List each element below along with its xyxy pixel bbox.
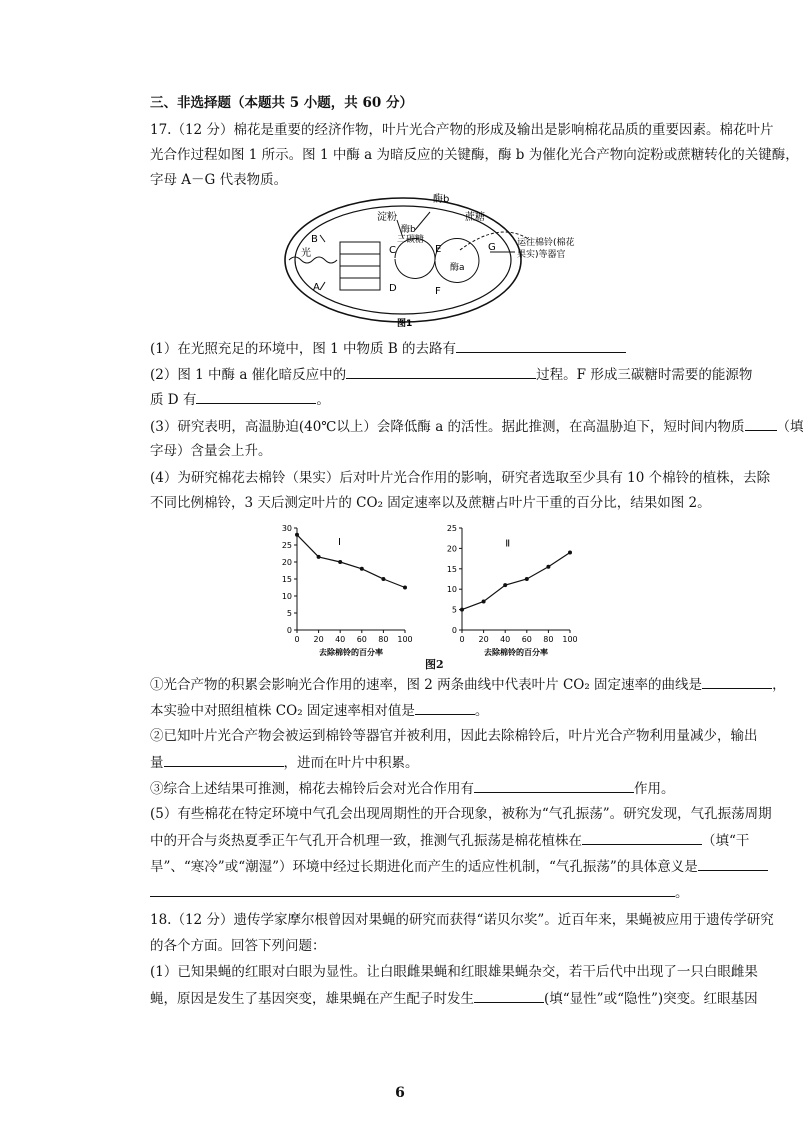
x-tick-label: 40 — [500, 635, 511, 644]
label-B: B — [311, 234, 318, 245]
q18-intro-line2: 的各个方面。回答下列问题： — [150, 938, 326, 954]
q17-sub4-q3: ③综合上述结果可推测，棉花去棉铃后会对光合作用有 作用。 — [150, 778, 675, 799]
chloroplast-outer-membrane — [285, 198, 521, 322]
answer-blank-3[interactable] — [745, 416, 777, 431]
answer-blank-5b[interactable] — [698, 856, 768, 871]
label-sucrose: 蔗糖 — [465, 212, 485, 223]
series-label: Ⅰ — [338, 537, 341, 548]
label-transport-line1: 运往棉铃(棉花 — [517, 238, 575, 248]
y-tick-label: 15 — [446, 564, 457, 574]
y-tick-label: 20 — [281, 558, 292, 567]
data-point — [360, 567, 364, 571]
q17-sub4-line1: (4）为研究棉花去棉铃（果实）后对叶片光合作用的影响，研究者选取至少具有 10 个棉铃的植株，去除 — [150, 470, 771, 486]
y-tick-label: 5 — [286, 609, 292, 618]
q18-sub1-line1: (1）已知果蝇的红眼对白眼为显性。让白眼雌果蝇和红眼雄果蝇杂交，若干后代中出现了一只白眼雌果 — [150, 964, 758, 980]
x-tick-label: 0 — [459, 635, 465, 644]
series-line-1 — [297, 535, 405, 588]
x-tick-label: 80 — [543, 635, 554, 644]
q17-sub3-line2: 字母）含量会上升。 — [150, 443, 272, 459]
q17-sub3-line1 — [150, 416, 804, 437]
q17-intro-line2: 光合作过程如图 1 所示。图 1 中酶 a 为暗反应的关键酶，酶 b 为催化光合产物向淀粉或蔗糖转化的关键酶， — [150, 147, 799, 163]
x-tick-label: 60 — [356, 635, 367, 644]
x-tick-label: 20 — [313, 635, 324, 644]
figure-1-caption: 图1 — [397, 319, 413, 329]
label-G: G — [488, 242, 496, 253]
q17-sub2-text-b: 过程。F 形成三碳糖时需要的能源物 — [536, 367, 753, 383]
data-point — [403, 586, 407, 590]
q17-sub2-line1 — [150, 364, 752, 385]
q17-sub4-q1-line2: 本实验中对照组植株 CO₂ 固定速率相对值是 。 — [150, 700, 488, 721]
figure-1-chloroplast-diagram — [285, 190, 625, 330]
data-point — [546, 565, 550, 569]
label-A: A — [313, 282, 320, 293]
q17-sub3-text-b: （填 — [776, 419, 804, 435]
label-starch: 淀粉 — [377, 212, 397, 223]
x-tick-label: 80 — [378, 635, 389, 644]
label-C: C — [389, 245, 396, 256]
label-enzyme-b-top: 酶b — [433, 194, 450, 205]
data-point — [525, 577, 529, 581]
series-label: Ⅱ — [505, 538, 511, 550]
figure-2-caption: 图2 — [425, 658, 444, 671]
y-tick-label: 15 — [281, 575, 292, 584]
q17-sub4-q1-text-a: ①光合产物的积累会影响光合作用的速率，图 2 两条曲线中代表叶片 CO₂ 固定速率的曲线是 — [150, 677, 703, 693]
label-F: F — [435, 286, 441, 297]
y-tick-label: 5 — [451, 605, 457, 615]
data-point — [338, 560, 342, 564]
y-tick-label: 25 — [446, 524, 457, 533]
answer-blank-2b[interactable] — [196, 389, 316, 404]
q18-intro-line1: 18.（12 分）遗传学家摩尔根曾因对果蝇的研究而获得“诺贝尔奖”。近百年来，果蝇被应用于遗传学研究 — [150, 912, 774, 928]
q17-sub2-text-c: 质 D 有 — [150, 392, 197, 408]
section-title: 三、非选择题（本题共 5 小题，共 60 分） — [150, 95, 413, 111]
y-tick-label: 0 — [286, 626, 292, 635]
y-tick-label: 10 — [281, 592, 292, 601]
x-axis-label: 去除棉铃的百分率 — [319, 648, 383, 657]
q17-sub4-q1-line1: ①光合产物的积累会影响光合作用的速率，图 2 两条曲线中代表叶片 CO₂ 固定速率的曲线是 ， — [150, 674, 786, 695]
answer-blank-18a[interactable] — [474, 988, 544, 1003]
x-tick-label: 40 — [335, 635, 346, 644]
answer-blank-4d[interactable] — [474, 778, 634, 793]
y-tick-label: 0 — [451, 626, 457, 635]
figure-2-chart-II — [440, 522, 585, 657]
page-number: 6 — [395, 1085, 405, 1101]
q17-sub5-line1: (5）有些棉花在特定环境中气孔会出现周期性的开合现象，被称为“气孔振荡”。研究发现，气孔振荡周期 — [150, 806, 772, 822]
answer-blank-4c[interactable] — [164, 752, 284, 767]
q17-sub5-line4: 。 — [150, 882, 689, 903]
q17-sub5-line2: 中的开合与炎热夏季正午气孔开合机理一致，推测气孔振荡是棉花植株在 （填“干 — [150, 830, 749, 851]
series-line-2 — [462, 552, 570, 609]
q17-intro-line1: 17.（12 分）棉花是重要的经济作物，叶片光合产物的形成及输出是影响棉花品质的重要因素。棉花叶片 — [150, 122, 774, 138]
y-tick-label: 20 — [446, 544, 457, 554]
data-point — [482, 599, 486, 603]
data-point — [295, 533, 299, 537]
x-axis-label: 去除棉铃的百分率 — [484, 648, 548, 657]
label-E: E — [435, 244, 442, 255]
label-enzyme-a: 酶a — [450, 263, 465, 273]
q17-sub1 — [150, 338, 626, 359]
x-tick-label: 20 — [478, 635, 489, 644]
q17-sub4-line2: 不同比例棉铃，3 天后测定叶片的 CO₂ 固定速率以及蔗糖占叶片干重的百分比，结果如图 2。 — [150, 495, 711, 511]
q18-sub1-line2: 蝇，原因是发生了基因突变，雄果蝇在产生配子时发生 (填“显性”或“隐性”)突变。红眼基因 — [150, 988, 758, 1009]
answer-blank-5c[interactable] — [150, 882, 675, 897]
y-tick-label: 10 — [446, 585, 457, 595]
figure-2-chart-I — [275, 522, 420, 657]
q17-sub2-line2: 质 D 有 。 — [150, 389, 330, 410]
label-light: 光 — [301, 248, 311, 259]
x-tick-label: 100 — [562, 635, 578, 644]
q17-sub2-text-a: (2）图 1 中酶 a 催化暗反应中的 — [150, 367, 347, 383]
data-point — [381, 577, 385, 581]
q17-sub3-text-a: (3）研究表明，高温胁迫(40℃以上）会降低酶 a 的活性。据此推测，在高温胁迫下，短时间内物质 — [150, 419, 745, 435]
label-enzyme-b-inner: 酶b — [401, 225, 416, 235]
answer-blank-5a[interactable] — [582, 830, 702, 845]
y-tick-label: 30 — [281, 524, 292, 533]
data-point — [317, 555, 321, 559]
q17-sub4-q2-line1: ②已知叶片光合产物会被运到棉铃等器官并被利用，因此去除棉铃后，叶片光合产物利用量减少，输出 — [150, 728, 758, 744]
calvin-cycle — [435, 239, 479, 283]
q17-sub1-text: (1）在光照充足的环境中，图 1 中物质 B 的去路有 — [150, 341, 457, 357]
label-D: D — [389, 283, 397, 294]
q17-sub5-line3: 旱”、“寒冷”或“潮湿”）环境中经过长期进化而产生的适应性机制，“气孔振荡”的具体意义是 — [150, 856, 768, 877]
q17-sub4-q1-text-c: 本实验中对照组植株 CO₂ 固定速率相对值是 — [150, 703, 415, 719]
data-point — [460, 608, 464, 612]
x-tick-label: 60 — [521, 635, 532, 644]
x-tick-label: 0 — [294, 635, 300, 644]
data-point — [503, 583, 507, 587]
answer-blank-4a[interactable] — [702, 674, 772, 689]
light-wave-icon — [289, 257, 337, 263]
label-transport-line2: 果实)等器官 — [517, 250, 566, 260]
label-triose: 三碳糖 — [397, 235, 425, 245]
x-tick-label: 100 — [397, 635, 413, 644]
y-tick-label: 25 — [281, 541, 292, 550]
q17-sub4-q2-line2: 量 ，进而在叶片中积累。 — [150, 752, 419, 773]
data-point — [568, 550, 572, 554]
answer-blank-1[interactable] — [456, 338, 626, 353]
answer-blank-2a[interactable] — [346, 364, 536, 379]
answer-blank-4b[interactable] — [415, 700, 475, 715]
q17-intro-line3: 字母 A－G 代表物质。 — [150, 172, 288, 188]
